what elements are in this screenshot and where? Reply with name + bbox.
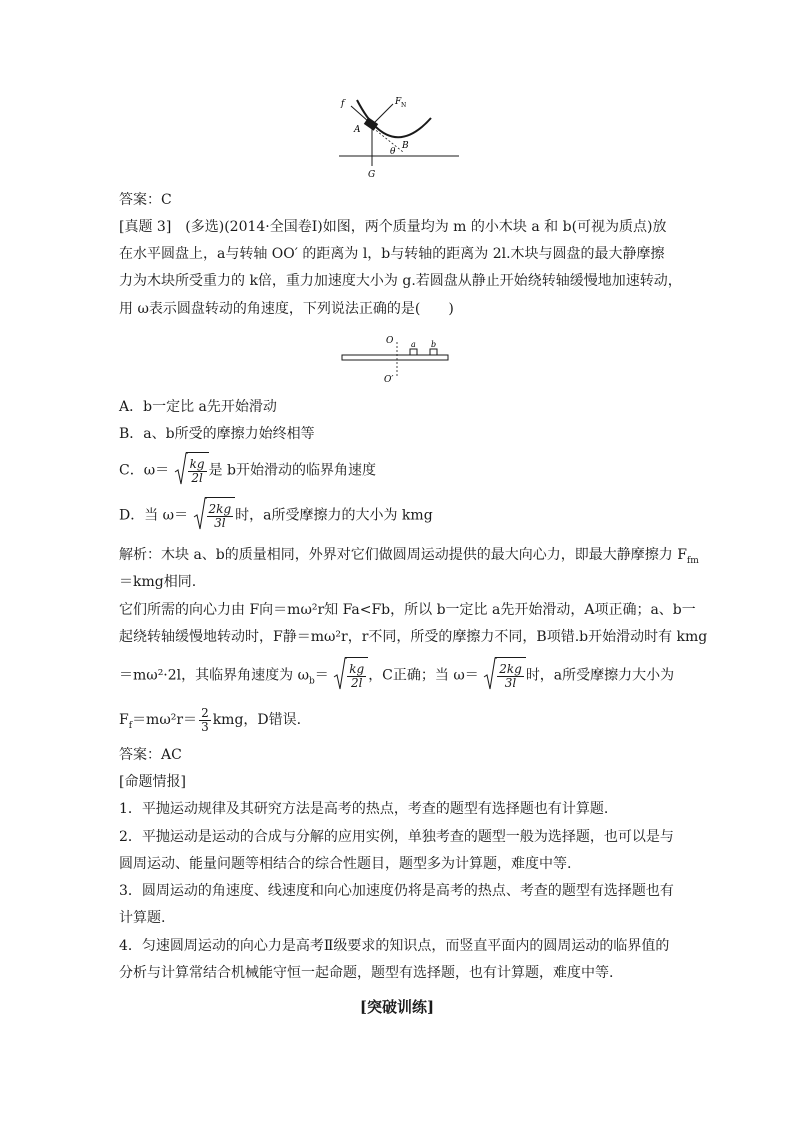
option-a: A．b一定比 a先开始滑动 — [119, 399, 277, 415]
label-b: b — [431, 340, 437, 349]
figure-rotating-disc — [340, 332, 455, 387]
label-FN: F — [395, 97, 402, 107]
answer-1: 答案：C — [119, 192, 172, 208]
normal-force-arrow — [373, 104, 393, 124]
label-B: B — [402, 141, 409, 151]
label-theta: θ — [390, 147, 396, 157]
intel-item-4b: 分析与计算常结合机械能守恒一起命题，题型有选择题，也有计算题，难度中等. — [119, 965, 614, 981]
label-O-prime: O′ — [384, 375, 394, 385]
intel-item-2b: 圆周运动、能量问题等相结合的综合性题目，题型多为计算题，难度中等. — [119, 856, 572, 872]
label-O: O — [386, 336, 394, 346]
answer-2: 答案：AC — [119, 747, 182, 763]
intel-item-3a: 3．圆周运动的角速度、线速度和向心加速度仍将是高考的热点、考查的题型有选择题也有 — [119, 883, 674, 899]
analysis-line-1: 解析：木块 a、b的质量相同，外界对它们做圆周运动提供的最大向心力，即最大静摩擦力 $F_{fm}$ — [119, 547, 699, 566]
intel-item-3b: 计算题. — [119, 910, 166, 926]
section-heading: [突破训练] — [359, 998, 435, 1016]
intel-item-4a: 4．匀速圆周运动的向心力是高考Ⅱ级要求的知识点，而竖直平面内的圆周运动的临界值的 — [119, 938, 670, 954]
analysis-line-4: 起绕转轴缓慢地转动时，F静＝mω²r，r不同，所受的摩擦力不同，B项错.b开始滑动时有 kmg — [119, 629, 708, 645]
block-b — [430, 349, 437, 355]
label-a: a — [411, 340, 416, 349]
figure-block-on-curve — [335, 92, 465, 182]
intel-title: [命题情报] — [119, 774, 186, 790]
label-A: A — [354, 125, 361, 135]
intel-item-2a: 2．平抛运动是运动的合成与分解的应用实例，单独考查的题型一般为选择题，也可以是与 — [119, 829, 674, 845]
question-3-line-3: 力为木块所受重力的 k倍，重力加速度大小为 g.若圆盘从静止开始绕转轴缓慢地加速转动， — [119, 273, 682, 289]
analysis-line-3: 它们所需的向心力由 F向＝mω²r知 Fa<Fb，所以 b一定比 a先开始滑动，A项正确；a、b一 — [119, 602, 696, 618]
question-3-line-4: 用 ω表示圆盘转动的角速度，下列说法正确的是( ) — [119, 301, 454, 317]
intel-item-1: 1．平抛运动规律及其研究方法是高考的热点，考查的题型有选择题也有计算题. — [119, 801, 609, 817]
label-G: G — [368, 170, 376, 180]
block-a — [410, 349, 417, 355]
question-3-line-2: 在水平圆盘上，a与转轴 OO′ 的距离为 l，b与转轴的距离为 2l.木块与圆盘的最大静摩擦 — [119, 246, 665, 262]
label-f: f — [341, 99, 345, 109]
dashed-radius — [373, 128, 403, 152]
label-FN-sub: N — [401, 102, 407, 109]
disc — [342, 355, 448, 360]
analysis-line-5: ＝mω²·2l，其临界角速度为 $\omega_b=$ $\frac{kg}{2l}$ ，C正确；当 ω＝ $\frac{2kg}{3l}$ 时，a所受摩擦力大小为 — [119, 657, 674, 694]
sqrt-analysis-2: $\frac{2kg}{3l}$ — [483, 657, 526, 694]
sqrt-analysis-1: $\frac{kg}{2l}$ — [333, 657, 368, 694]
option-d: D．当 ω＝ $\frac{2kg}{3l}$ 时，a所受摩擦力的大小为 kmg — [119, 497, 433, 534]
option-b: B．a、b所受的摩擦力始终相等 — [119, 426, 315, 442]
option-c: C．ω＝ $\frac{kg}{2l}$ 是 b开始滑动的临界角速度 — [119, 452, 376, 489]
sqrt-d: $\frac{2kg}{3l}$ — [193, 497, 236, 534]
analysis-line-2: ＝kmg相同. — [119, 574, 197, 590]
question-3-line-1: [真题 3] (多选)(2014·全国卷Ⅰ)如图，两个质量均为 m 的小木块 a 和 b(可视为质点)放 — [119, 219, 667, 235]
analysis-line-6: $F_f=m\omega^2r=$ $\frac{2}{3}$ kmg，D错误. — [119, 705, 302, 734]
sqrt-c: $\frac{kg}{2l}$ — [174, 452, 209, 489]
